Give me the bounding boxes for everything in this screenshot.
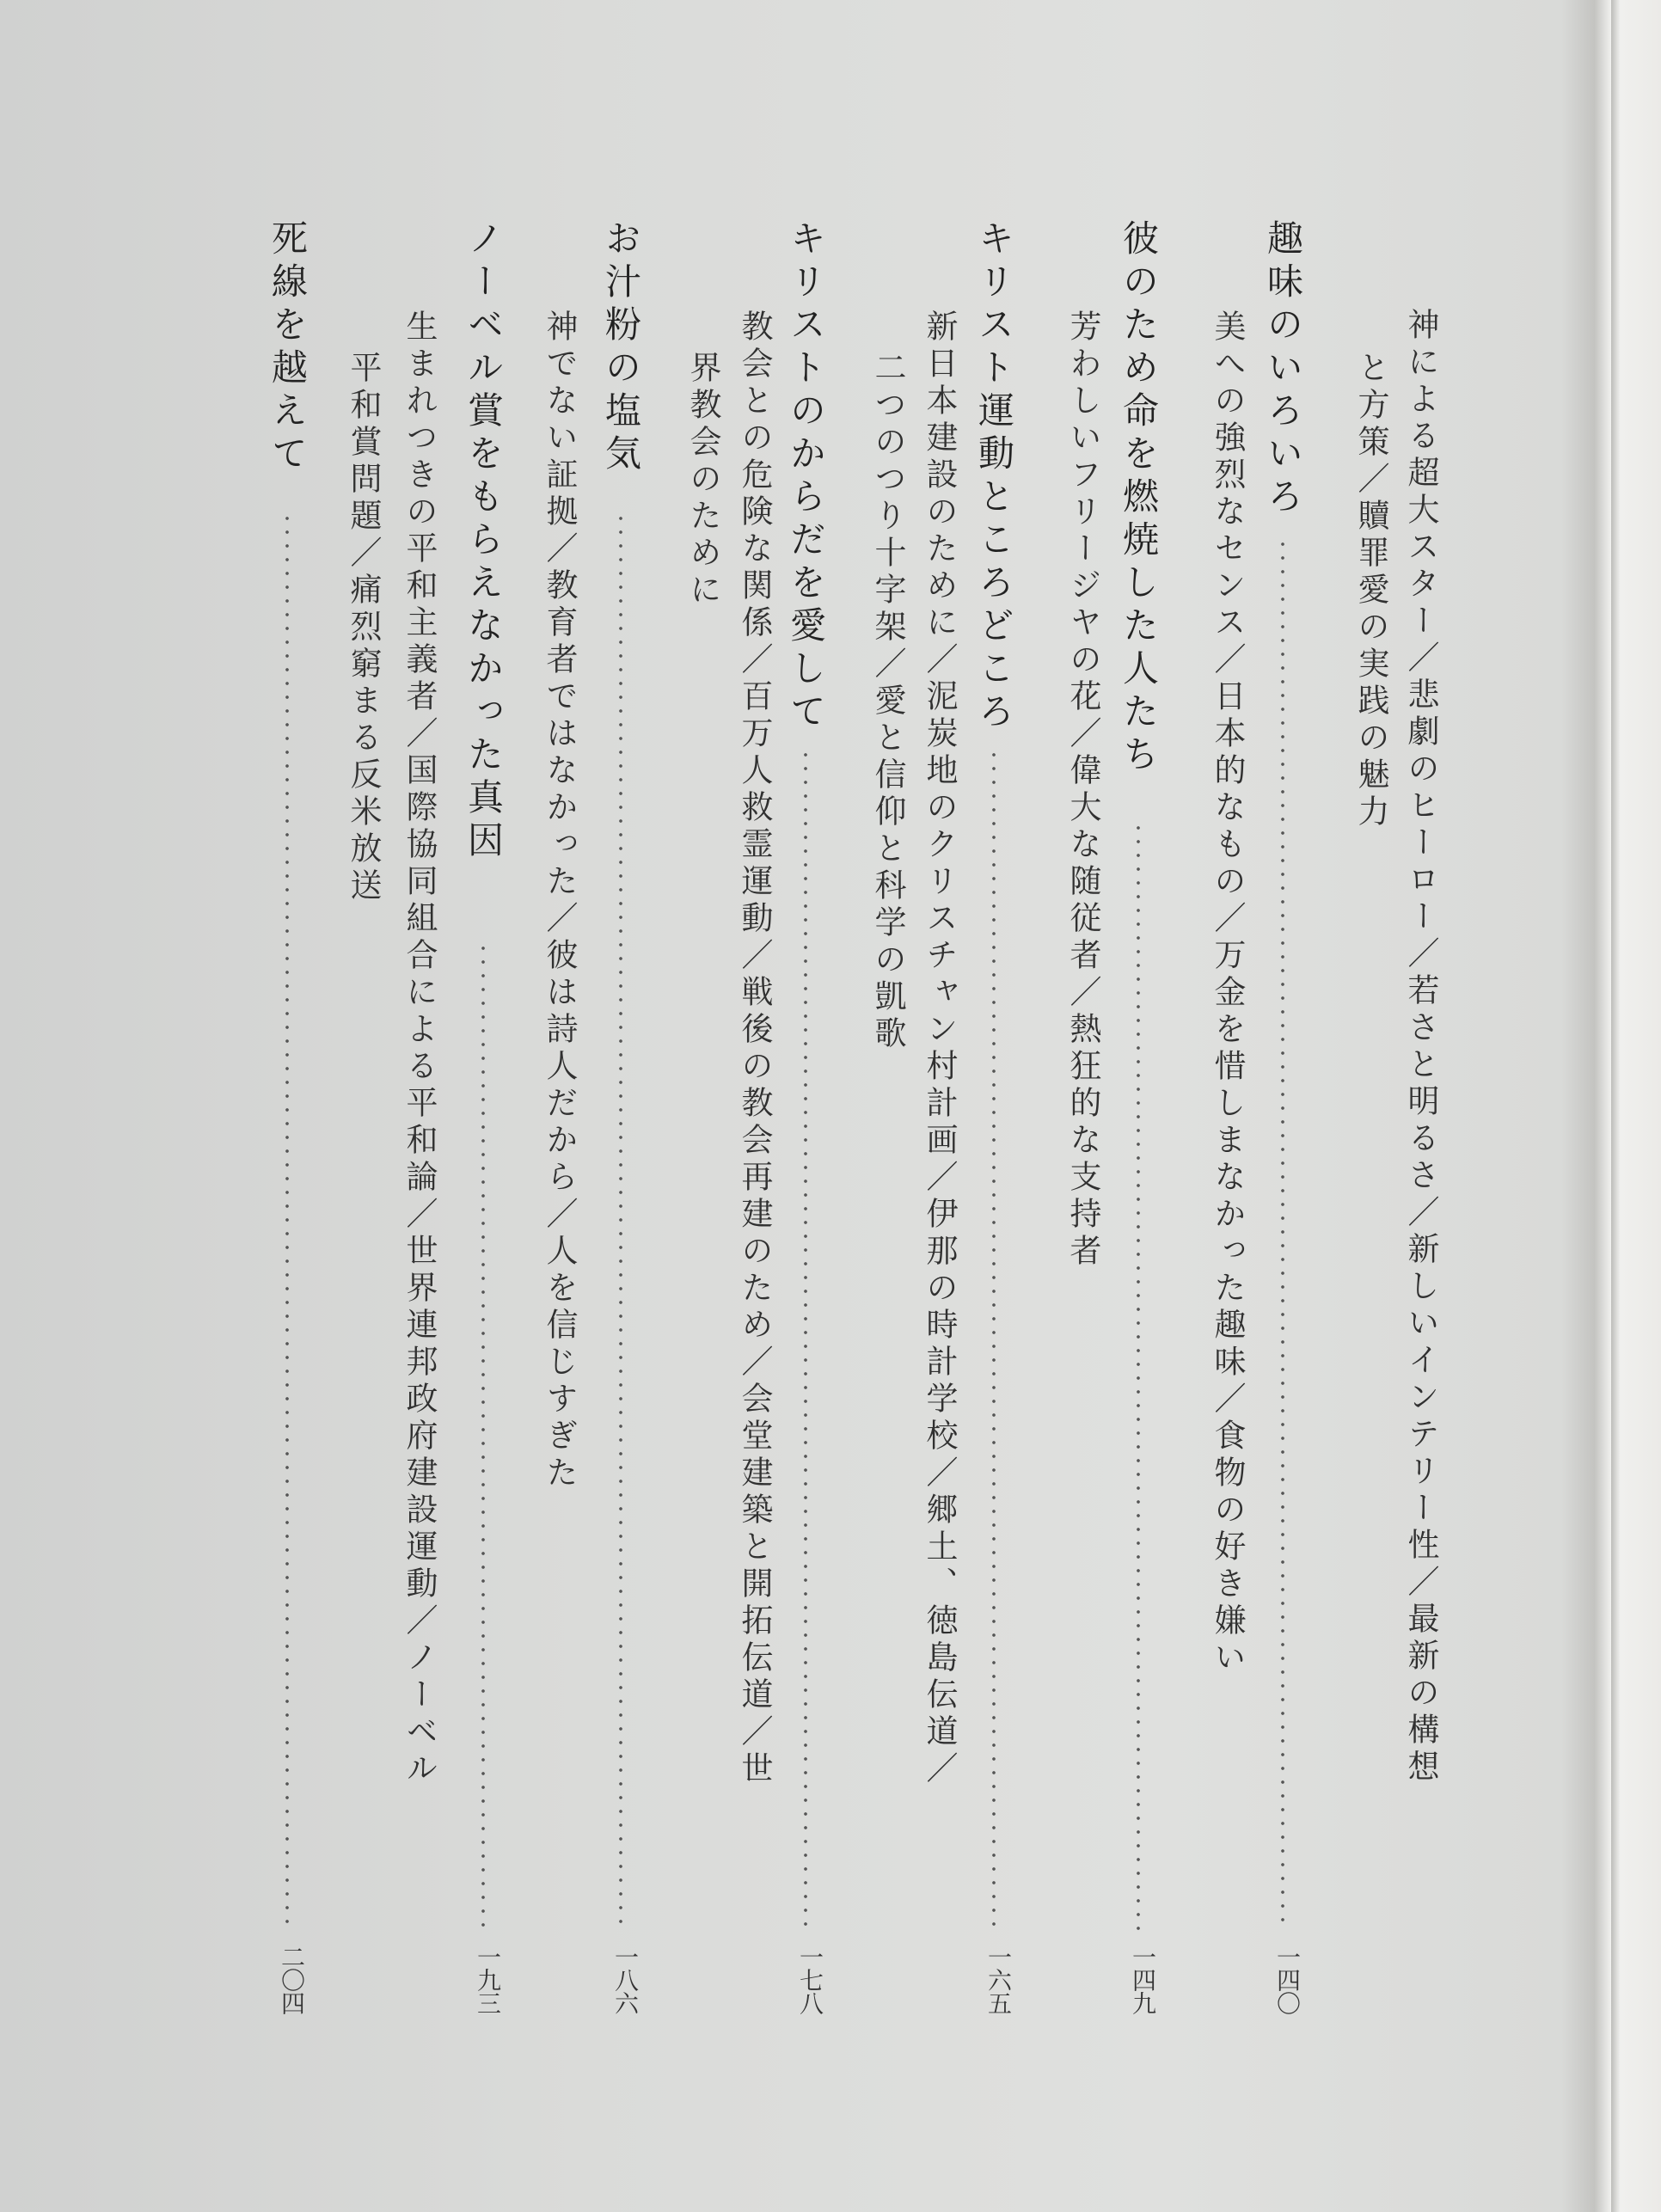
page-number: 一九三 — [474, 1945, 502, 2014]
page-number: 一四〇 — [1273, 1945, 1302, 2014]
toc-subtitle: と方策／贖罪愛の実践の魅力 — [1352, 351, 1389, 831]
dot-leader — [804, 748, 807, 1930]
toc-subtitle: 二つのつり十字架／愛と信仰と科学の凱歌 — [869, 351, 906, 1053]
toc-heading: キリストのからだを愛して — [785, 219, 827, 735]
dot-leader — [285, 512, 289, 1930]
toc-heading: 彼のため命を燃焼した人たち — [1118, 219, 1160, 778]
dot-leader — [992, 748, 996, 1930]
toc-heading: 死線を越えて — [267, 219, 309, 477]
toc-heading: お汁粉の塩気 — [600, 219, 642, 477]
page-number: 一八六 — [611, 1945, 640, 2014]
toc-subtitle: 平和賞問題／痛烈窮まる反米放送 — [345, 351, 382, 905]
page-number: 一七八 — [796, 1945, 824, 2014]
toc-heading: キリスト運動ところどころ — [973, 219, 1015, 735]
toc-subtitle: 芳わしいフリージヤの花／偉大な随従者／熱狂的な支持者 — [1064, 309, 1101, 1271]
dot-leader — [619, 512, 622, 1930]
dot-leader — [1137, 821, 1140, 1930]
toc-subtitle: 美への強烈なセンス／日本的なもの／万金を惜しまなかった趣味／食物の好き嫌い — [1209, 309, 1246, 1677]
toc-subtitle: 界教会のために — [684, 351, 721, 610]
dot-leader — [1281, 537, 1284, 1930]
toc-heading: 趣味のいろいろ — [1262, 219, 1304, 520]
next-page-edge — [1611, 0, 1661, 2212]
page-number: 一四九 — [1129, 1945, 1157, 2014]
toc-heading: ノーベル賞をもらえなかった真因 — [463, 219, 505, 864]
toc-subtitle: 教会との危険な関係／百万人救霊運動／戦後の教会再建のため／会堂建築と開拓伝道／世 — [736, 309, 773, 1788]
toc-subtitle: 生まれつきの平和主義者／国際協同組合による平和論／世界連邦政府建設運動／ノーベル — [401, 309, 438, 1788]
page-number: 一六五 — [984, 1945, 1013, 2014]
toc-subtitle: 神による超大スター／悲劇のヒーロー／若さと明るさ／新しいインテリー性／最新の構想 — [1402, 308, 1439, 1786]
dot-leader — [481, 941, 485, 1930]
page-number: 二〇四 — [278, 1945, 306, 2014]
toc-subtitle: 神でない証拠／教育者ではなかった／彼は詩人だから／人を信じすぎた — [541, 309, 578, 1492]
toc-subtitle: 新日本建設のために／泥炭地のクリスチャン村計画／伊那の時計学校／郷土、徳島伝道／ — [921, 309, 958, 1788]
